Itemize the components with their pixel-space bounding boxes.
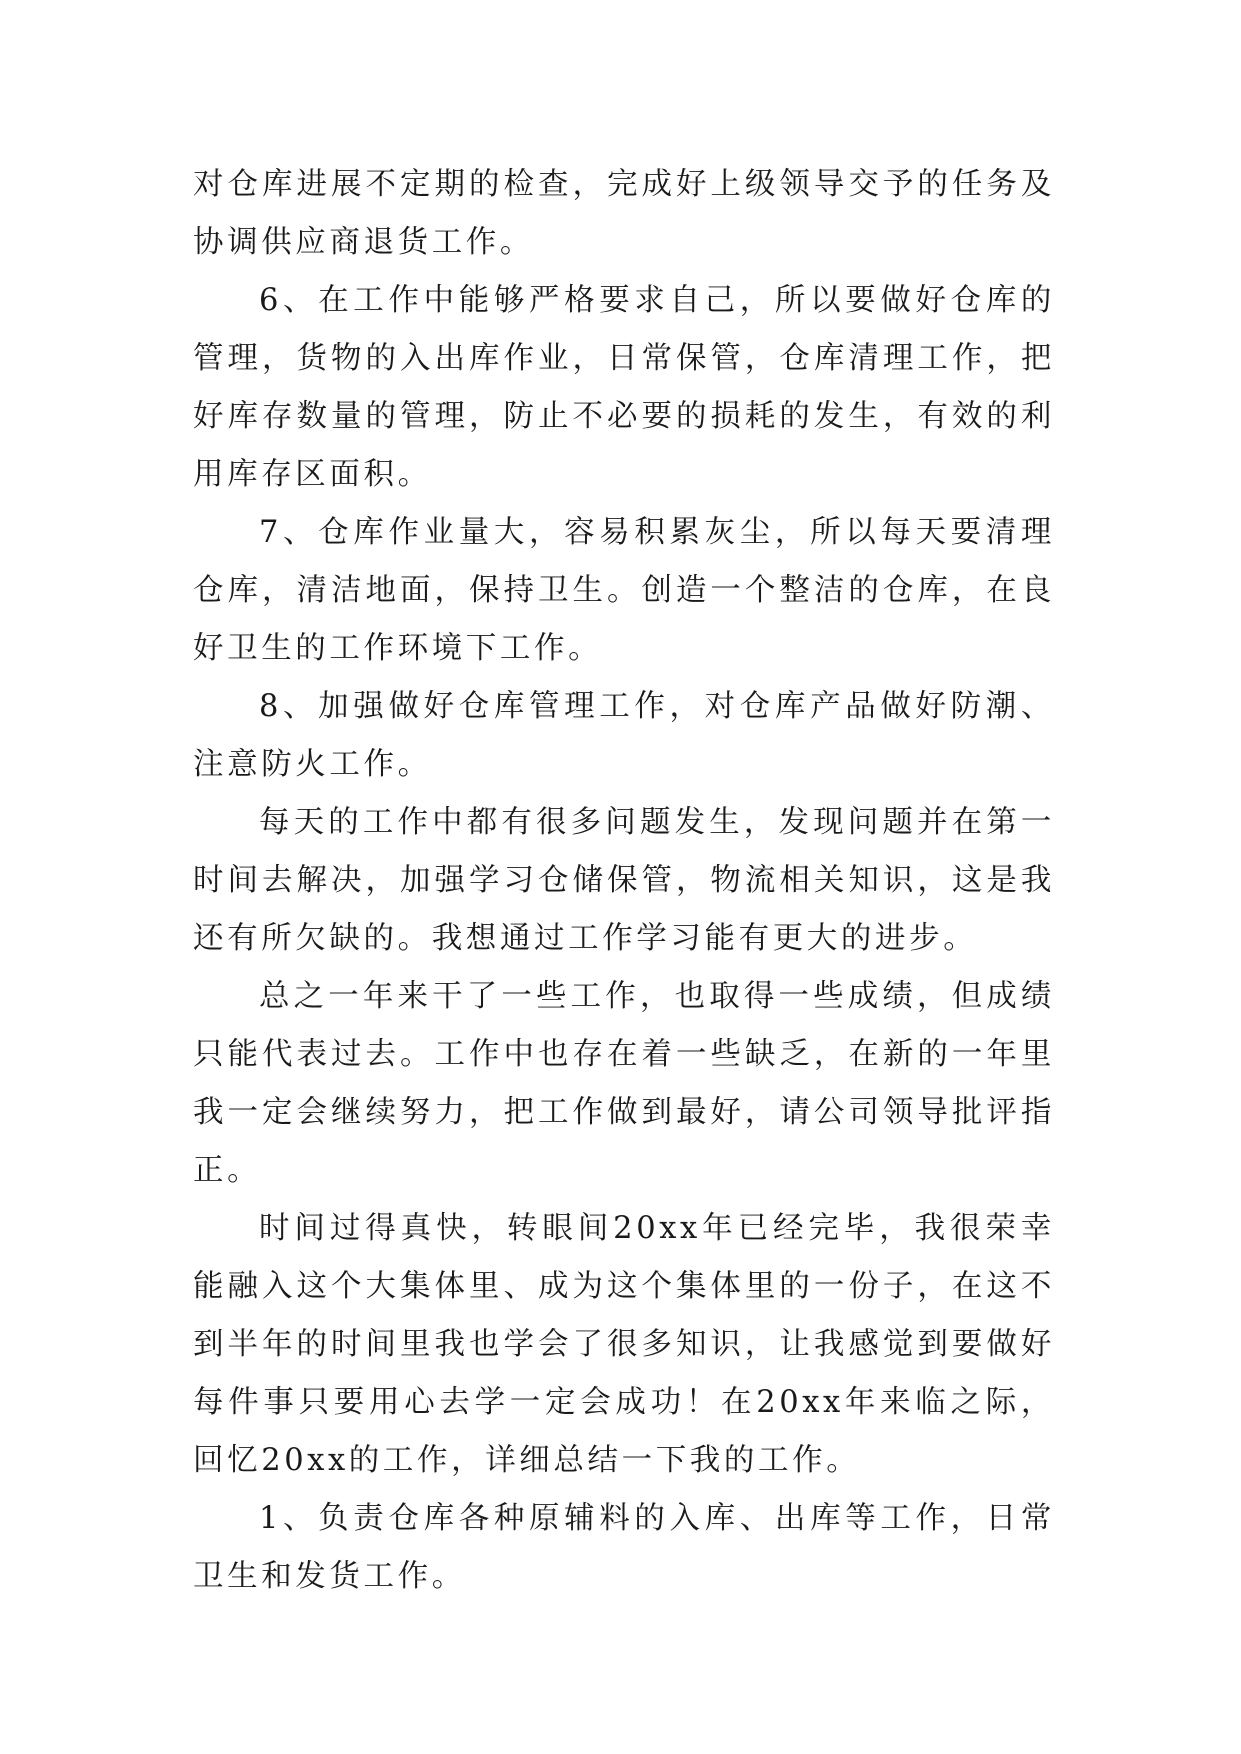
- paragraph-7: 时间过得真快，转眼间20xx年已经完毕，我很荣幸能融入这个大集体里、成为这个集体里的一份子，在这不到半年的时间里我也学会了很多知识，让我感觉到要做好每件事只要用心去学一定会成功！在20xx年来临之际，回忆20xx的工作，详细总结一下我的工作。: [193, 1211, 1055, 1478]
- paragraph-3: 7、仓库作业量大，容易积累灰尘，所以每天要清理仓库，清洁地面，保持卫生。创造一个整洁的仓库，在良好卫生的工作环境下工作。: [193, 515, 1055, 666]
- paragraph-2: 6、在工作中能够严格要求自己，所以要做好仓库的管理，货物的入出库作业，日常保管，仓库清理工作，把好库存数量的管理，防止不必要的损耗的发生，有效的利用库存区面积。: [193, 283, 1055, 492]
- paragraph-5: 每天的工作中都有很多问题发生，发现问题并在第一时间去解决，加强学习仓储保管，物流相关知识，这是我还有所欠缺的。我想通过工作学习能有更大的进步。: [193, 805, 1055, 956]
- paragraph-8: 1、负责仓库各种原辅料的入库、出库等工作，日常卫生和发货工作。: [193, 1501, 1055, 1594]
- document-body: [193, 156, 1055, 1606]
- paragraph-4: 8、加强做好仓库管理工作，对仓库产品做好防潮、注意防火工作。: [193, 689, 1055, 782]
- paragraph-6: 总之一年来干了一些工作，也取得一些成绩，但成绩只能代表过去。工作中也存在着一些缺乏，在新的一年里我一定会继续努力，把工作做到最好，请公司领导批评指正。: [193, 979, 1055, 1188]
- paragraph-1: 对仓库进展不定期的检查，完成好上级领导交予的任务及协调供应商退货工作。: [193, 167, 1055, 260]
